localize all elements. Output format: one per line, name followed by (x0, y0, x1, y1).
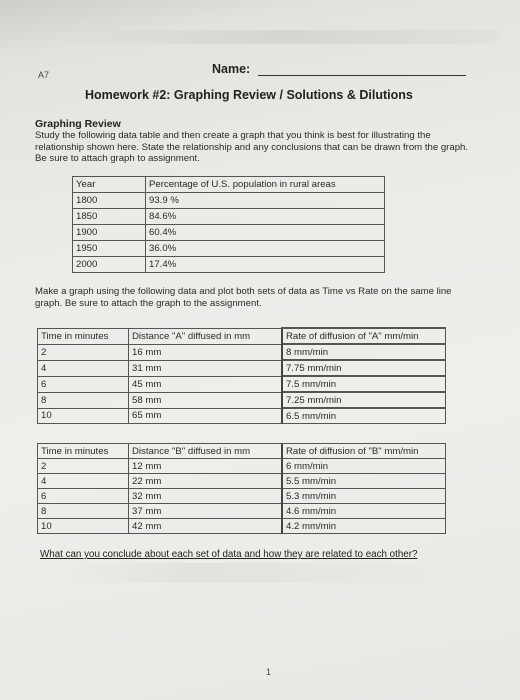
table-cell: 2 (38, 344, 129, 360)
table-cell: 32 mm (129, 489, 283, 504)
conclusion-question: What can you conclude about each set of data and how they are related to each other? (40, 549, 418, 560)
column-header: Distance "B" diffused in mm (129, 444, 283, 459)
table-cell: 12 mm (129, 459, 283, 474)
bleed-through-text (60, 30, 500, 44)
table-cell: 10 (38, 408, 129, 424)
table-cell: 2 (38, 459, 129, 474)
table-cell: 1800 (73, 193, 146, 209)
table-row (73, 257, 385, 273)
column-header: Time in minutes (38, 444, 129, 459)
table-row (73, 209, 385, 225)
table-cell: 58 mm (129, 392, 283, 408)
column-header: Rate of diffusion of "A" mm/min (282, 328, 446, 344)
table-row (38, 360, 446, 376)
table-cell: 37 mm (129, 504, 283, 519)
table-row (38, 392, 446, 408)
table-cell: 4.6 mm/min (282, 504, 446, 519)
table-cell: 10 (38, 519, 129, 534)
bleed-through-text (62, 563, 462, 583)
table-header-row (38, 444, 446, 459)
instructions-2: Make a graph using the following data and plot both sets of data as Time vs Rate on the same line graph. Be sure to attach the graph to the assignment. (35, 286, 452, 309)
table-cell: 4.2 mm/min (282, 519, 446, 534)
table-cell: 16 mm (129, 344, 283, 360)
rural-population-table (72, 176, 385, 273)
table-cell: 7.5 mm/min (282, 376, 446, 392)
table-row (38, 489, 446, 504)
table-cell: 1900 (73, 225, 146, 241)
table-row (38, 459, 446, 474)
table-cell: 1850 (73, 209, 146, 225)
table-cell: 7.75 mm/min (282, 360, 446, 376)
diffusion-a-table (37, 327, 446, 424)
table-cell: 17.4% (146, 257, 385, 273)
column-header: Distance "A" diffused in mm (129, 328, 283, 344)
column-header: Rate of diffusion of "B" mm/min (282, 444, 446, 459)
table-cell: 5.3 mm/min (282, 489, 446, 504)
table-cell: 31 mm (129, 360, 283, 376)
table-row (38, 519, 446, 534)
table-cell: 6.5 mm/min (282, 408, 446, 424)
table-cell: 5.5 mm/min (282, 474, 446, 489)
table-cell: 60.4% (146, 225, 385, 241)
table-row (73, 193, 385, 209)
table-cell: 2000 (73, 257, 146, 273)
table-cell: 4 (38, 360, 129, 376)
name-label: Name: (212, 62, 251, 76)
table-cell: 6 (38, 489, 129, 504)
instructions-1: Study the following data table and then create a graph that you think is best for illustrating the relationship shown here. State the relationship and any conclusions that can be drawn from the graph. Be sure to attach graph to assignment. (35, 130, 469, 164)
diffusion-b-table (37, 443, 446, 534)
table-row (38, 474, 446, 489)
column-header: Percentage of U.S. population in rural areas (146, 177, 385, 193)
table-cell: 93.9 % (146, 193, 385, 209)
homework-title: Homework #2: Graphing Review / Solutions & Dilutions (85, 88, 413, 102)
table-cell: 6 (38, 376, 129, 392)
table-cell: 8 mm/min (282, 344, 446, 360)
table-cell: 7.25 mm/min (282, 392, 446, 408)
table-cell: 65 mm (129, 408, 283, 424)
table-cell: 42 mm (129, 519, 283, 534)
table-cell: 1950 (73, 241, 146, 257)
table-header-row (38, 328, 446, 344)
table-row (38, 344, 446, 360)
table-row (38, 376, 446, 392)
column-header: Year (73, 177, 146, 193)
column-header: Time in minutes (38, 328, 129, 344)
table-header-row (73, 177, 385, 193)
page-code: A7 (38, 70, 50, 80)
table-row (73, 225, 385, 241)
page-number: 1 (266, 667, 272, 677)
table-cell: 6 mm/min (282, 459, 446, 474)
table-cell: 84.6% (146, 209, 385, 225)
table-cell: 45 mm (129, 376, 283, 392)
table-row (38, 408, 446, 424)
table-row (73, 241, 385, 257)
name-line (258, 75, 466, 76)
table-cell: 8 (38, 392, 129, 408)
section-title-graphing-review: Graphing Review (35, 118, 121, 130)
table-row (38, 504, 446, 519)
table-cell: 36.0% (146, 241, 385, 257)
table-cell: 22 mm (129, 474, 283, 489)
table-cell: 8 (38, 504, 129, 519)
table-cell: 4 (38, 474, 129, 489)
